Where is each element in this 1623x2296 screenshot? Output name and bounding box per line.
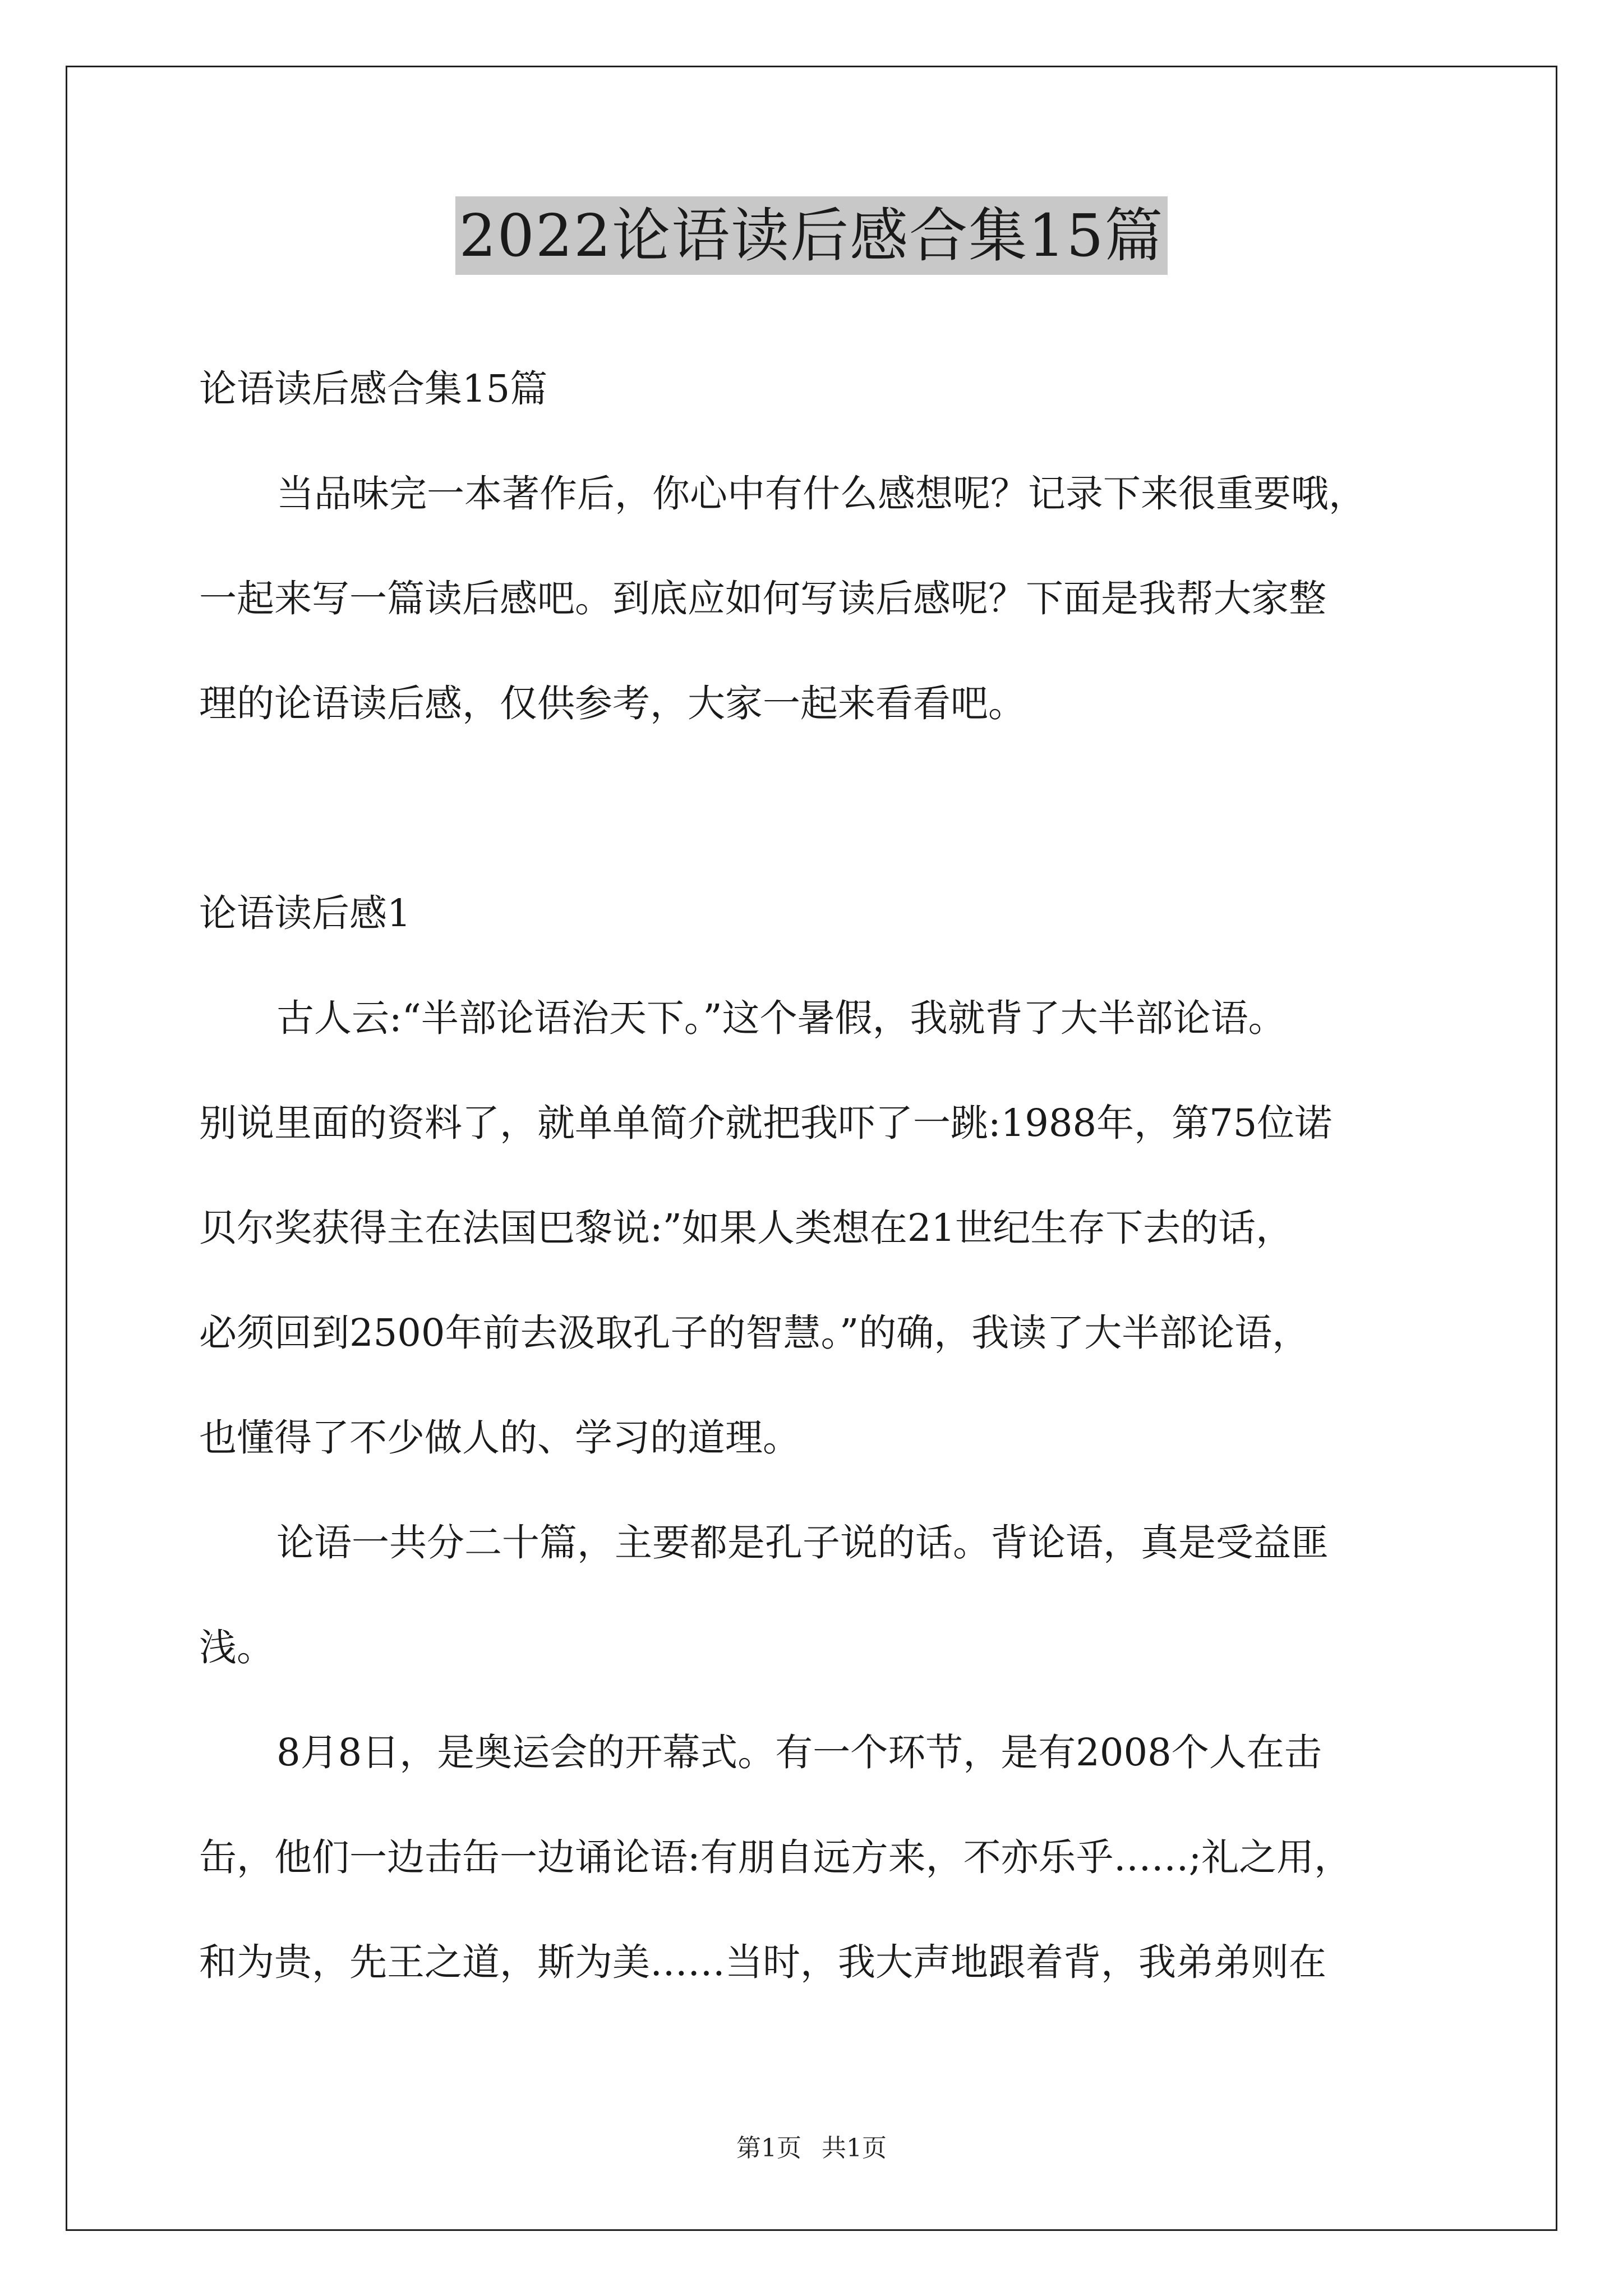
intro-line: 一起来写一篇读后感吧。到底应如何写读后感呢？下面是我帮大家整 bbox=[199, 577, 1326, 620]
document-title: 2022论语读后感合集15篇 bbox=[455, 196, 1167, 275]
paragraph-line: 浅。 bbox=[199, 1626, 274, 1669]
paragraph-line: 贝尔奖获得主在法国巴黎说:”如果人类想在21世纪生存下去的话， bbox=[199, 1206, 1294, 1250]
intro-line: 理的论语读后感，仅供参考，大家一起来看看吧。 bbox=[199, 682, 1026, 725]
blank-line bbox=[199, 756, 1433, 861]
intro-line: 当品味完一本著作后，你心中有什么感想呢？记录下来很重要哦， bbox=[276, 472, 1366, 516]
page-number: 第1页 bbox=[736, 2134, 801, 2162]
paragraph-line: 必须回到2500年前去汲取孔子的智慧。”的确，我读了大半部论语， bbox=[199, 1311, 1310, 1355]
paragraph-line: 也懂得了不少做人的、学习的道理。 bbox=[199, 1416, 800, 1460]
page-total: 共1页 bbox=[822, 2134, 887, 2162]
title-wrap bbox=[0, 196, 1623, 275]
paragraph-line: 古人云:“半部论语治天下。”这个暑假，我就背了大半部论语。 bbox=[276, 996, 1286, 1040]
paragraph-line: 和为贵，先王之道，斯为美……当时，我大声地跟着背，我弟弟则在 bbox=[199, 1940, 1326, 1984]
section-heading: 论语读后感1 bbox=[199, 891, 411, 935]
document-body bbox=[199, 337, 1433, 2015]
paragraph-line: 8月8日，是奥运会的开幕式。有一个环节，是有2008个人在击 bbox=[276, 1731, 1322, 1774]
paragraph-line: 论语一共分二十篇，主要都是孔子说的话。背论语，真是受益匪 bbox=[276, 1521, 1329, 1565]
page-footer bbox=[0, 2132, 1623, 2165]
document-subtitle: 论语读后感合集15篇 bbox=[199, 367, 548, 411]
paragraph-line: 缶，他们一边击缶一边诵论语:有朋自远方来，不亦乐乎……;礼之用， bbox=[199, 1835, 1352, 1879]
paragraph-line: 别说里面的资料了，就单单简介就把我吓了一跳:1988年，第75位诺 bbox=[199, 1101, 1332, 1145]
